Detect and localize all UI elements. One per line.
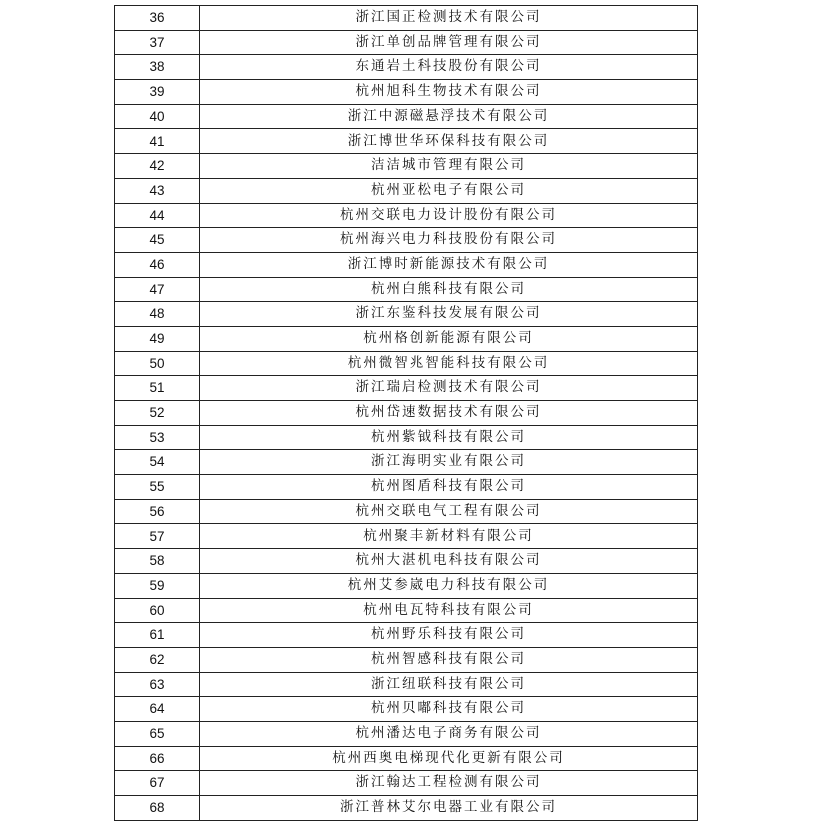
company-name-cell: 浙江东鉴科技发展有限公司 [200, 302, 698, 327]
row-number-cell: 57 [115, 524, 200, 549]
company-name-cell: 杭州白熊科技有限公司 [200, 277, 698, 302]
row-number-cell: 36 [115, 6, 200, 31]
company-name-cell: 杭州大湛机电科技有限公司 [200, 549, 698, 574]
company-name-cell: 杭州格创新能源有限公司 [200, 326, 698, 351]
company-name-cell: 杭州岱速数据技术有限公司 [200, 401, 698, 426]
row-number-cell: 45 [115, 228, 200, 253]
table-row [115, 252, 698, 277]
company-list-sheet [114, 5, 698, 821]
company-name-cell: 杭州交联电气工程有限公司 [200, 499, 698, 524]
company-name-cell: 杭州西奥电梯现代化更新有限公司 [200, 746, 698, 771]
row-number-cell: 64 [115, 697, 200, 722]
row-number-cell: 62 [115, 647, 200, 672]
row-number-cell: 60 [115, 598, 200, 623]
row-number-cell: 42 [115, 154, 200, 179]
row-number-cell: 39 [115, 80, 200, 105]
table-row [115, 524, 698, 549]
row-number-cell: 48 [115, 302, 200, 327]
table-row [115, 55, 698, 80]
table-row [115, 796, 698, 821]
table-row [115, 80, 698, 105]
row-number-cell: 43 [115, 178, 200, 203]
company-name-cell: 杭州紫钺科技有限公司 [200, 425, 698, 450]
table-row [115, 203, 698, 228]
table-row [115, 647, 698, 672]
table-row [115, 721, 698, 746]
row-number-cell: 49 [115, 326, 200, 351]
company-name-cell: 杭州微智兆智能科技有限公司 [200, 351, 698, 376]
table-row [115, 228, 698, 253]
company-table [114, 5, 698, 821]
company-name-cell: 浙江国正检测技术有限公司 [200, 6, 698, 31]
row-number-cell: 53 [115, 425, 200, 450]
row-number-cell: 59 [115, 573, 200, 598]
table-row [115, 277, 698, 302]
row-number-cell: 47 [115, 277, 200, 302]
row-number-cell: 54 [115, 450, 200, 475]
company-name-cell: 杭州贝嘟科技有限公司 [200, 697, 698, 722]
table-row [115, 401, 698, 426]
row-number-cell: 51 [115, 376, 200, 401]
table-row [115, 499, 698, 524]
table-row [115, 129, 698, 154]
row-number-cell: 58 [115, 549, 200, 574]
row-number-cell: 67 [115, 771, 200, 796]
company-name-cell: 浙江海明实业有限公司 [200, 450, 698, 475]
table-row [115, 573, 698, 598]
company-name-cell: 杭州交联电力设计股份有限公司 [200, 203, 698, 228]
company-name-cell: 杭州艾参崴电力科技有限公司 [200, 573, 698, 598]
company-name-cell: 杭州旭科生物技术有限公司 [200, 80, 698, 105]
company-name-cell: 杭州潘达电子商务有限公司 [200, 721, 698, 746]
company-name-cell: 浙江博世华环保科技有限公司 [200, 129, 698, 154]
company-name-cell: 杭州海兴电力科技股份有限公司 [200, 228, 698, 253]
company-name-cell: 杭州图盾科技有限公司 [200, 475, 698, 500]
company-name-cell: 洁洁城市管理有限公司 [200, 154, 698, 179]
company-name-cell: 浙江博时新能源技术有限公司 [200, 252, 698, 277]
table-row [115, 154, 698, 179]
row-number-cell: 37 [115, 30, 200, 55]
table-row [115, 302, 698, 327]
company-name-cell: 浙江中源磁悬浮技术有限公司 [200, 104, 698, 129]
row-number-cell: 63 [115, 672, 200, 697]
company-name-cell: 浙江纽联科技有限公司 [200, 672, 698, 697]
row-number-cell: 52 [115, 401, 200, 426]
table-row [115, 376, 698, 401]
company-name-cell: 浙江瑞启检测技术有限公司 [200, 376, 698, 401]
company-name-cell: 东通岩土科技股份有限公司 [200, 55, 698, 80]
row-number-cell: 38 [115, 55, 200, 80]
row-number-cell: 68 [115, 796, 200, 821]
row-number-cell: 40 [115, 104, 200, 129]
company-name-cell: 浙江普林艾尔电器工业有限公司 [200, 796, 698, 821]
company-name-cell: 杭州电瓦特科技有限公司 [200, 598, 698, 623]
table-row [115, 351, 698, 376]
table-row [115, 6, 698, 31]
company-name-cell: 杭州智感科技有限公司 [200, 647, 698, 672]
table-row [115, 697, 698, 722]
table-row [115, 598, 698, 623]
company-name-cell: 浙江翰达工程检测有限公司 [200, 771, 698, 796]
row-number-cell: 46 [115, 252, 200, 277]
table-row [115, 746, 698, 771]
company-table-body [115, 6, 698, 821]
table-row [115, 450, 698, 475]
row-number-cell: 66 [115, 746, 200, 771]
company-name-cell: 杭州野乐科技有限公司 [200, 623, 698, 648]
table-row [115, 425, 698, 450]
company-name-cell: 浙江单创品牌管理有限公司 [200, 30, 698, 55]
company-name-cell: 杭州聚丰新材料有限公司 [200, 524, 698, 549]
table-row [115, 549, 698, 574]
table-row [115, 30, 698, 55]
row-number-cell: 41 [115, 129, 200, 154]
row-number-cell: 65 [115, 721, 200, 746]
row-number-cell: 55 [115, 475, 200, 500]
row-number-cell: 61 [115, 623, 200, 648]
table-row [115, 475, 698, 500]
table-row [115, 771, 698, 796]
row-number-cell: 44 [115, 203, 200, 228]
table-row [115, 623, 698, 648]
table-row [115, 672, 698, 697]
row-number-cell: 56 [115, 499, 200, 524]
table-row [115, 178, 698, 203]
table-row [115, 326, 698, 351]
table-row [115, 104, 698, 129]
company-name-cell: 杭州亚松电子有限公司 [200, 178, 698, 203]
row-number-cell: 50 [115, 351, 200, 376]
